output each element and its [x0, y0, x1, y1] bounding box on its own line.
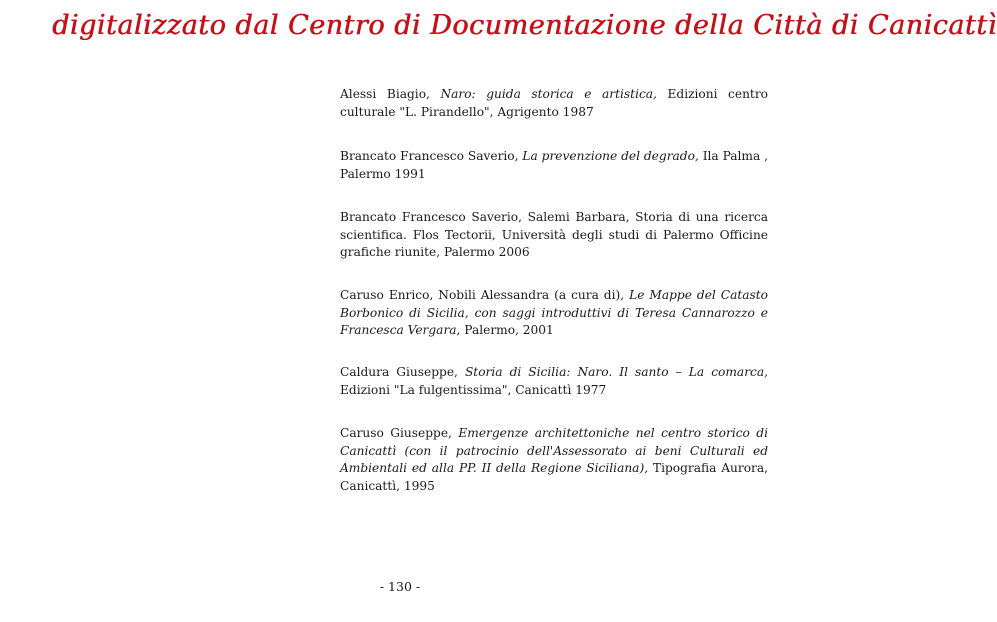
entry-title-italic: Le Mappe del Catasto Borbonico di Sicilia, con saggi introduttivi di Teresa Cannarozzo e Francesca Vergara, [340, 288, 768, 337]
bibliography-entry [340, 287, 768, 340]
bibliography-entry [340, 209, 768, 262]
bibliography-entry [340, 364, 768, 399]
entry-title-italic: Naro: guida storica e artistica, [440, 87, 657, 101]
entry-text: Edizioni "La fulgentissima", Canicattì 1977 [340, 382, 607, 397]
entry-text: Caruso Giuseppe, [340, 426, 459, 440]
entry-text: Alessi Biagio, [340, 87, 441, 101]
entry-text: Ila Palma , Palermo 1991 [340, 149, 768, 181]
entry-text: Caruso Enrico, Nobili Alessandra (a cura di), [340, 288, 630, 302]
entry-title-italic: Storia di Sicilia: Naro. Il santo – La comarca, [464, 365, 768, 379]
bibliography-entry [340, 148, 768, 183]
entry-text: Brancato Francesco Saverio, Salemi Barbara, Storia di una ricerca scientifica. Flos Tectorii, Università degli studi di Palermo Officine grafiche riunite, Palermo 2006 [340, 210, 768, 259]
digitization-watermark: digitalizzato dal Centro di Documentazione della Città di Canicattì [52, 10, 997, 41]
entry-text: Caldura Giuseppe, [340, 365, 465, 379]
entry-text: Edizioni centro culturale "L. Pirandello", Agrigento 1987 [340, 87, 768, 119]
page-number: - 130 - [379, 579, 421, 594]
bibliography-entry [340, 86, 768, 121]
entry-title-italic: La prevenzione del degrado, [522, 149, 699, 163]
entry-text: Palermo, 2001 [460, 323, 554, 337]
entry-text: Tipografia Aurora, Canicattì, 1995 [340, 461, 769, 493]
bibliography-entry [340, 425, 768, 495]
entry-text: Brancato Francesco Saverio, [340, 149, 523, 163]
entry-title-italic: Emergenze architettoniche nel centro storico di Canicattì (con il patrocinio dell'Assessorato ai beni Culturali ed Ambientali ed alla PP. II della Regione Siciliana), [340, 426, 769, 475]
